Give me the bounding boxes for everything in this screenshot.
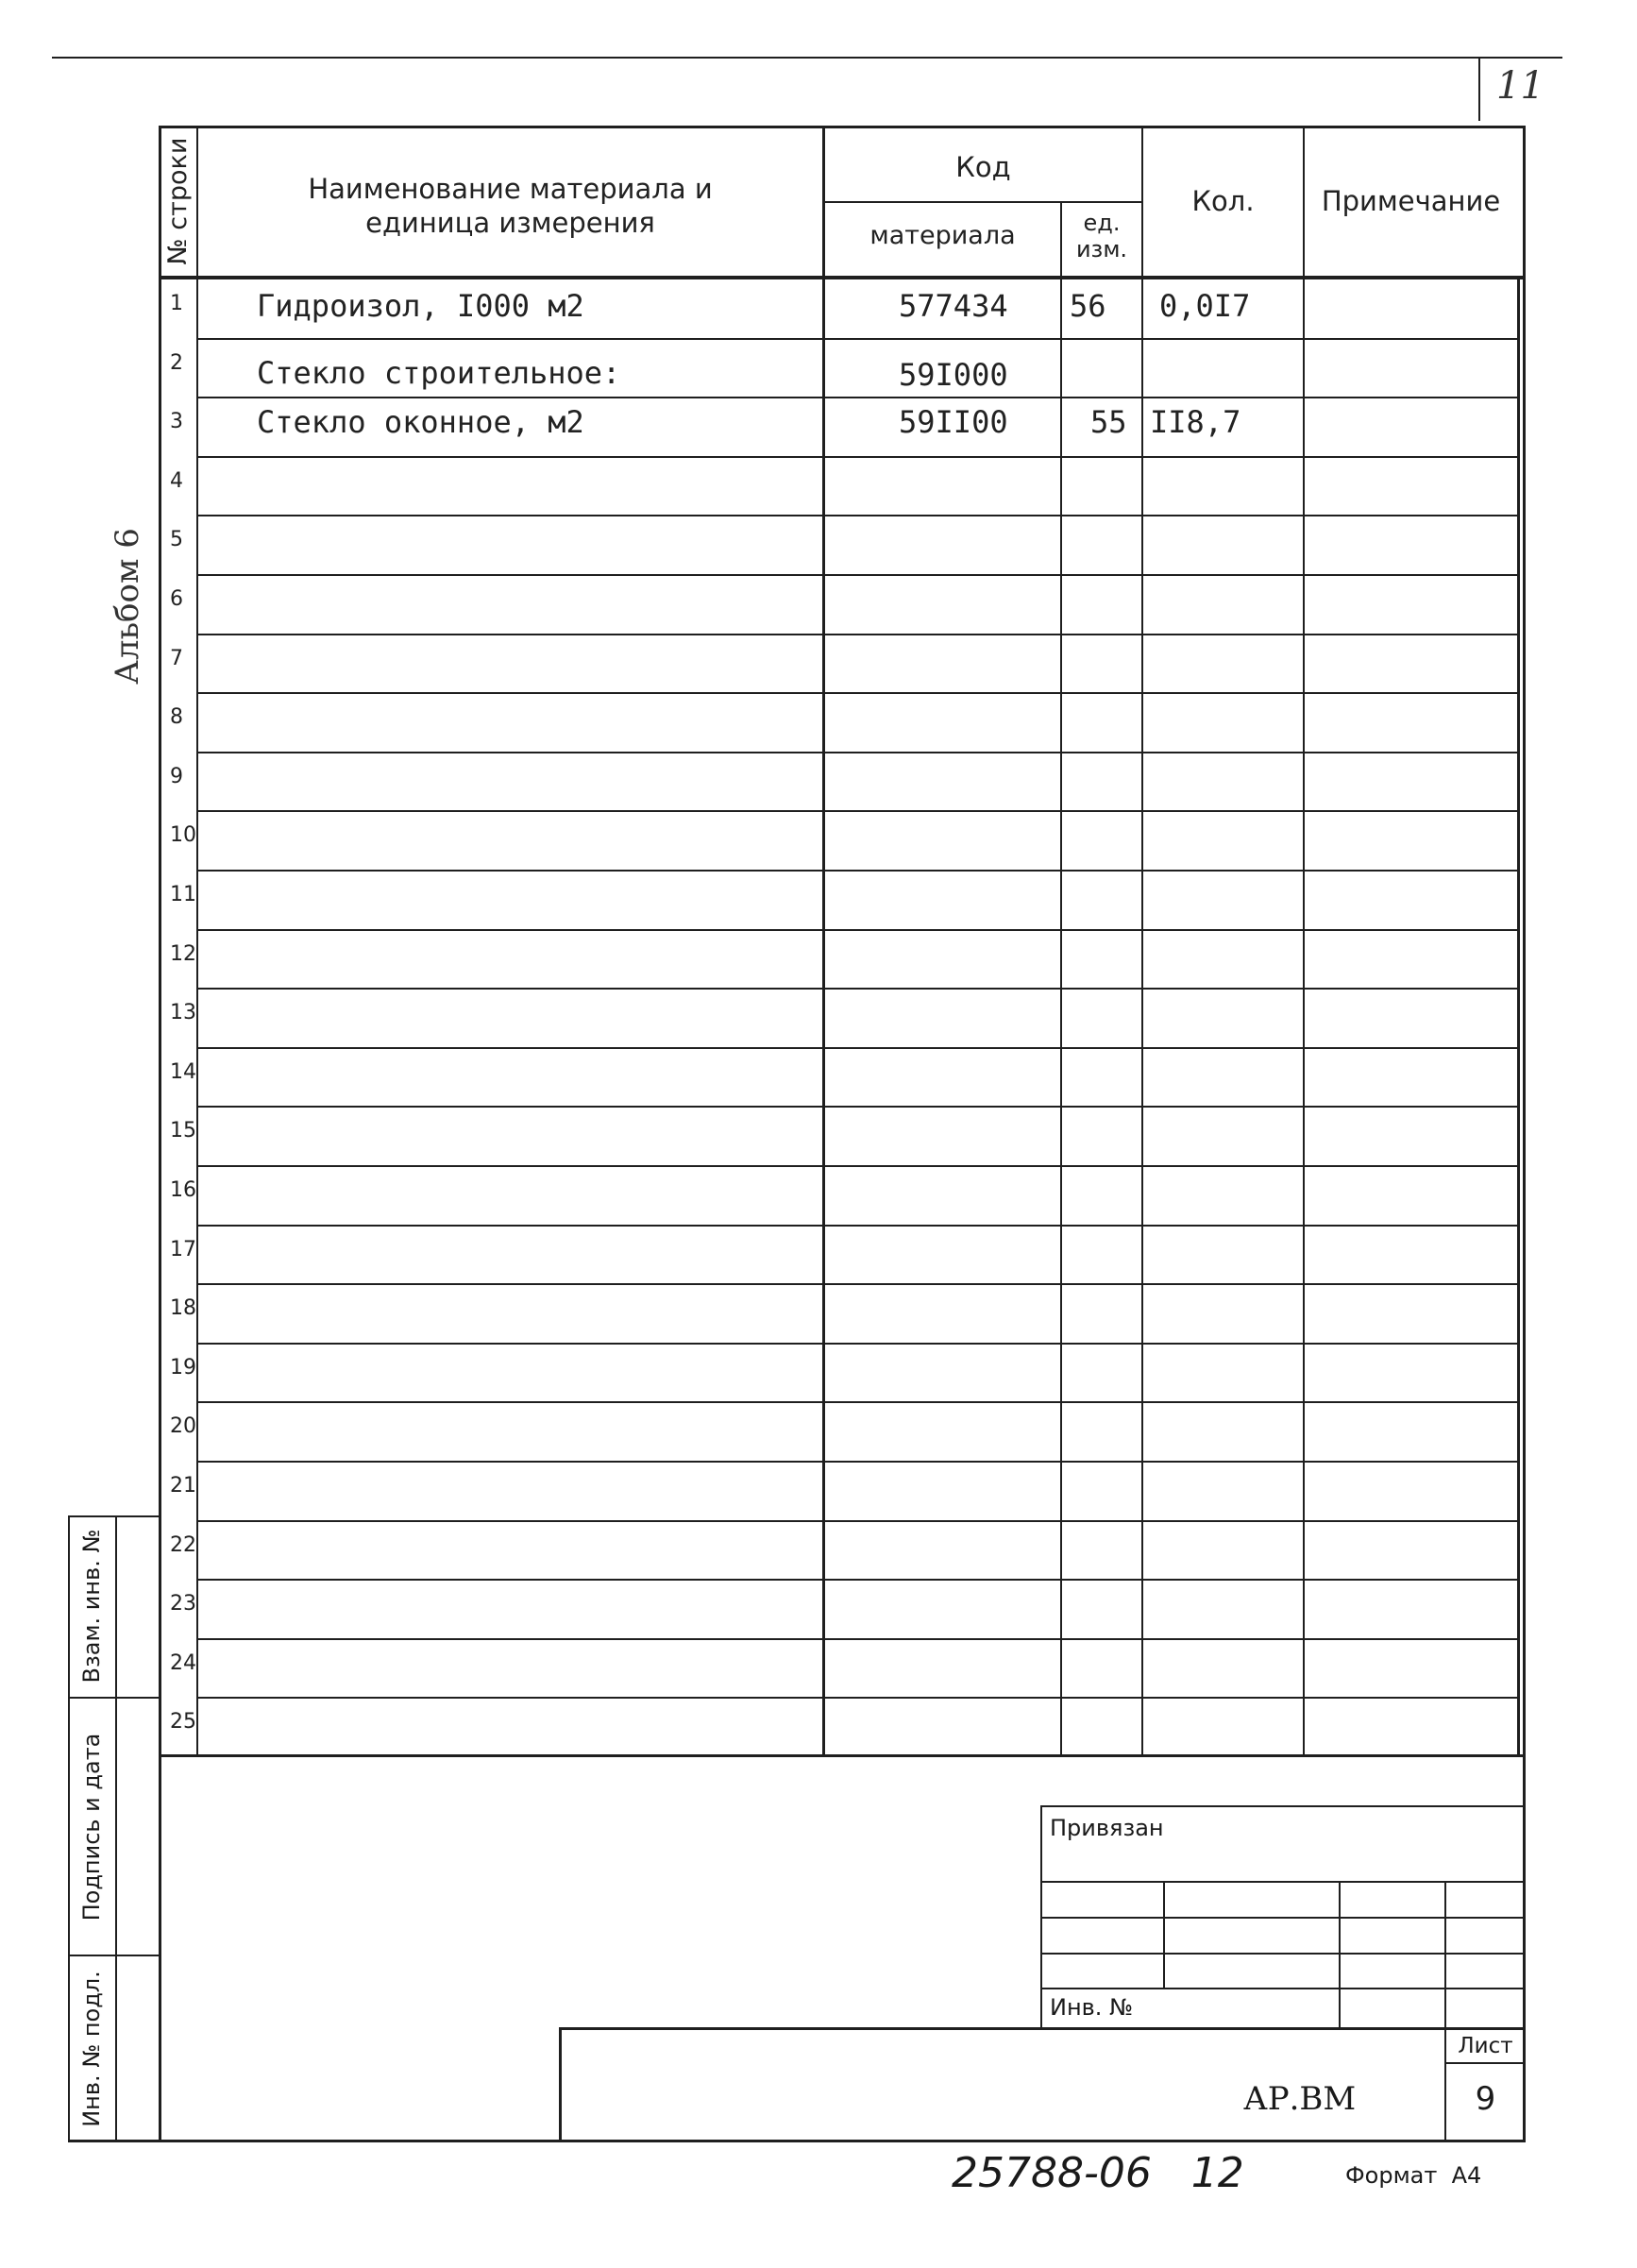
row-rule bbox=[196, 574, 1520, 576]
stamp-vzam-label: Взам. инв. № bbox=[78, 1529, 105, 1684]
row-number: 8 bbox=[170, 705, 183, 729]
row-rule bbox=[196, 752, 1520, 753]
row-number: 4 bbox=[170, 469, 183, 493]
sheet-number: 9 bbox=[1475, 2080, 1496, 2118]
row-rule bbox=[196, 1283, 1520, 1285]
privyazan-grid-h4 bbox=[1040, 1988, 1525, 1989]
frame-top bbox=[159, 126, 1525, 128]
col-line-qty bbox=[1303, 126, 1305, 1757]
row-number: 7 bbox=[170, 647, 183, 670]
privyazan-label: Привязан bbox=[1050, 1815, 1164, 1841]
list-label: Лист bbox=[1458, 2034, 1513, 2058]
row-rule bbox=[196, 929, 1520, 931]
header-row-number: № строки bbox=[163, 137, 193, 265]
row-rule bbox=[196, 338, 1520, 340]
row-rule bbox=[196, 1579, 1520, 1581]
row-number: 19 bbox=[170, 1356, 196, 1379]
row-number: 16 bbox=[170, 1178, 196, 1202]
row-number: 2 bbox=[170, 351, 183, 375]
row-rule bbox=[196, 397, 1520, 398]
sheet-corner-number: 11 bbox=[1496, 64, 1544, 108]
row-number: 12 bbox=[170, 942, 196, 966]
row-rule bbox=[196, 1165, 1520, 1167]
stamp-main-top bbox=[559, 2027, 1525, 2030]
stamp-podpis-label: Подпись и дата bbox=[78, 1733, 105, 1921]
top-rule bbox=[52, 57, 1562, 59]
row1-material-code: 577434 bbox=[899, 288, 1008, 324]
stamp-left-edge bbox=[68, 1515, 70, 2142]
row1-name: Гидроизол, I000 м2 bbox=[257, 288, 584, 324]
header-bottom-rule bbox=[159, 276, 1525, 279]
row-rule bbox=[196, 988, 1520, 990]
privyazan-grid-v3 bbox=[1444, 1881, 1446, 2029]
row-number: 15 bbox=[170, 1119, 196, 1142]
frame-bottom bbox=[68, 2140, 1526, 2142]
col-line-note-right bbox=[1517, 277, 1520, 1757]
row-rule bbox=[196, 1697, 1520, 1699]
row2-name: Стекло строительное: bbox=[257, 355, 621, 391]
row-rule bbox=[196, 1401, 1520, 1403]
row-rule bbox=[196, 1343, 1520, 1345]
col-line-material bbox=[1060, 201, 1062, 1757]
row-number: 22 bbox=[170, 1533, 196, 1557]
stamp-main-left bbox=[559, 2027, 562, 2142]
header-code: Код bbox=[955, 151, 1011, 183]
col-line-name bbox=[822, 126, 825, 1757]
row-number: 25 bbox=[170, 1710, 196, 1734]
row2-material-code: 59I000 bbox=[899, 357, 1008, 393]
row-number: 11 bbox=[170, 883, 196, 906]
row-number: 20 bbox=[170, 1414, 196, 1438]
document-code: АР.ВМ bbox=[1243, 2080, 1357, 2118]
row3-qty: II8,7 bbox=[1150, 404, 1241, 440]
row1-unit-code: 56 bbox=[1070, 288, 1106, 324]
list-cell-rule bbox=[1444, 2062, 1525, 2064]
header-name-line2: единица измерения bbox=[365, 207, 655, 239]
row-rule bbox=[196, 692, 1520, 694]
header-qty: Кол. bbox=[1191, 185, 1255, 217]
frame-left bbox=[159, 126, 161, 2142]
row-number: 10 bbox=[170, 823, 196, 847]
row3-name: Стекло оконное, м2 bbox=[257, 404, 584, 440]
row-number: 3 bbox=[170, 410, 183, 433]
row-number: 18 bbox=[170, 1296, 196, 1320]
stamp-inv-label: Инв. № подл. bbox=[78, 1971, 105, 2127]
header-code-unit-line2: изм. bbox=[1075, 236, 1128, 262]
row-rule bbox=[196, 515, 1520, 516]
album-label: Альбом 6 bbox=[109, 528, 146, 685]
stamp-inner-line bbox=[115, 1515, 117, 2142]
row-number: 5 bbox=[170, 528, 183, 551]
col-line-unit bbox=[1141, 126, 1143, 1757]
inv-no-label: Инв. № bbox=[1050, 1994, 1134, 2021]
row3-unit-code: 55 bbox=[1090, 404, 1127, 440]
header-code-unit-line1: ед. bbox=[1083, 210, 1121, 236]
header-note: Примечание bbox=[1321, 185, 1501, 217]
row-number: 17 bbox=[170, 1238, 196, 1261]
row-number: 24 bbox=[170, 1651, 196, 1675]
row-rule bbox=[196, 1106, 1520, 1108]
header-code-rule bbox=[822, 201, 1143, 203]
row-rule bbox=[196, 1638, 1520, 1640]
row-number: 13 bbox=[170, 1001, 196, 1024]
row1-qty: 0,0I7 bbox=[1159, 288, 1251, 324]
handwritten-number: 25788-06 12 bbox=[952, 2149, 1244, 2197]
privyazan-grid-v2 bbox=[1339, 1881, 1341, 2029]
row3-material-code: 59II00 bbox=[899, 404, 1008, 440]
header-name-line1: Наименование материала и bbox=[308, 173, 713, 205]
row-rule bbox=[196, 1520, 1520, 1522]
row-rule bbox=[196, 1225, 1520, 1227]
row-number: 6 bbox=[170, 587, 183, 611]
privyazan-grid-h1 bbox=[1040, 1881, 1525, 1883]
privyazan-grid-h2 bbox=[1040, 1917, 1525, 1919]
table-bottom-rule bbox=[159, 1754, 1525, 1757]
row-rule bbox=[196, 810, 1520, 812]
header-code-material: материала bbox=[869, 221, 1016, 250]
row-rule bbox=[196, 456, 1520, 458]
corner-box-left bbox=[1478, 57, 1480, 121]
privyazan-top bbox=[1040, 1805, 1525, 1807]
row-number: 1 bbox=[170, 292, 183, 315]
row-number: 23 bbox=[170, 1592, 196, 1616]
row-rule bbox=[196, 1461, 1520, 1463]
row-rule bbox=[196, 634, 1520, 635]
row-number: 14 bbox=[170, 1060, 196, 1084]
privyazan-grid-v1 bbox=[1163, 1881, 1165, 1988]
row-number: 21 bbox=[170, 1474, 196, 1498]
row-rule bbox=[196, 870, 1520, 872]
privyazan-grid-h3 bbox=[1040, 1953, 1525, 1955]
row-rule bbox=[196, 1047, 1520, 1049]
row-number: 9 bbox=[170, 765, 183, 788]
frame-right bbox=[1523, 126, 1526, 2142]
format-label: Формат А4 bbox=[1345, 2162, 1482, 2189]
